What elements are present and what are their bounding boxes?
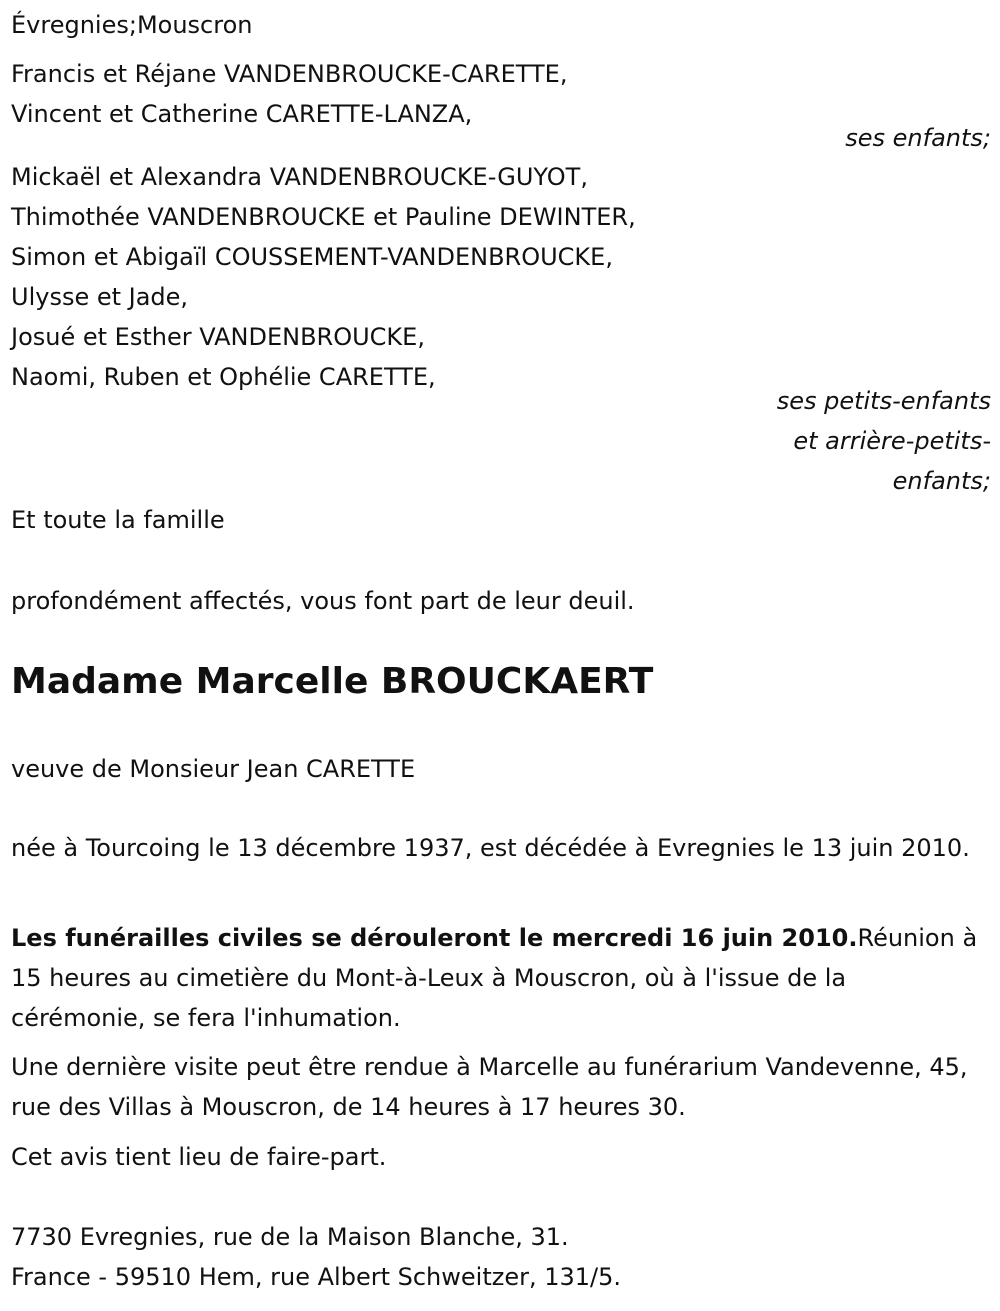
grandchildren-role: ses petits-enfants: [776, 387, 991, 415]
grandchild-line: Ulysse et Jade,: [11, 283, 189, 311]
notice-line: Cet avis tient lieu de faire-part.: [11, 1143, 387, 1171]
funeral-details-text: Réunion à 15 heures au cimetière du Mont-à-Leux à Mouscron, où à l'issue de la cérémonie, se fera l'inhumation.: [11, 924, 978, 1032]
grandchild-line: Naomi, Ruben et Ophélie CARETTE,: [11, 363, 436, 391]
grandchild-line: Mickaël et Alexandra VANDENBROUCKE-GUYOT,: [11, 163, 588, 191]
grandchild-line: Thimothée VANDENBROUCKE et Pauline DEWINTER,: [11, 203, 636, 231]
funeral-paragraph: [11, 918, 986, 1038]
children-role: ses enfants;: [845, 124, 991, 152]
child-line: Francis et Réjane VANDENBROUCKE-CARETTE,: [11, 60, 568, 88]
funeral-date-text: Les funérailles civiles se dérouleront le mercredi 16 juin 2010.: [11, 924, 858, 952]
child-line: Vincent et Catherine CARETTE-LANZA,: [11, 100, 473, 128]
birth-death-paragraph: née à Tourcoing le 13 décembre 1937, est décédée à Evregnies le 13 juin 2010.: [11, 834, 970, 862]
location-header: Évregnies;Mouscron: [11, 11, 253, 39]
visit-paragraph: Une dernière visite peut être rendue à Marcelle au funérarium Vandevenne, 45, rue des Villas à Mouscron, de 14 heures à 17 heures 30.: [11, 1053, 968, 1121]
grandchildren-role: enfants;: [892, 467, 991, 495]
address-line: France - 59510 Hem, rue Albert Schweitzer, 131/5.: [11, 1263, 622, 1291]
address-line: 7730 Evregnies, rue de la Maison Blanche, 31.: [11, 1223, 569, 1251]
widow-line: veuve de Monsieur Jean CARETTE: [11, 755, 416, 783]
family-line: Et toute la famille: [11, 506, 225, 534]
grandchild-line: Simon et Abigaïl COUSSEMENT-VANDENBROUCKE,: [11, 243, 613, 271]
grandchildren-role: et arrière-petits-: [793, 427, 991, 455]
deceased-name: Madame Marcelle BROUCKAERT: [11, 661, 654, 702]
grandchild-line: Josué et Esther VANDENBROUCKE,: [11, 323, 425, 351]
affected-line: profondément affectés, vous font part de leur deuil.: [11, 587, 635, 615]
